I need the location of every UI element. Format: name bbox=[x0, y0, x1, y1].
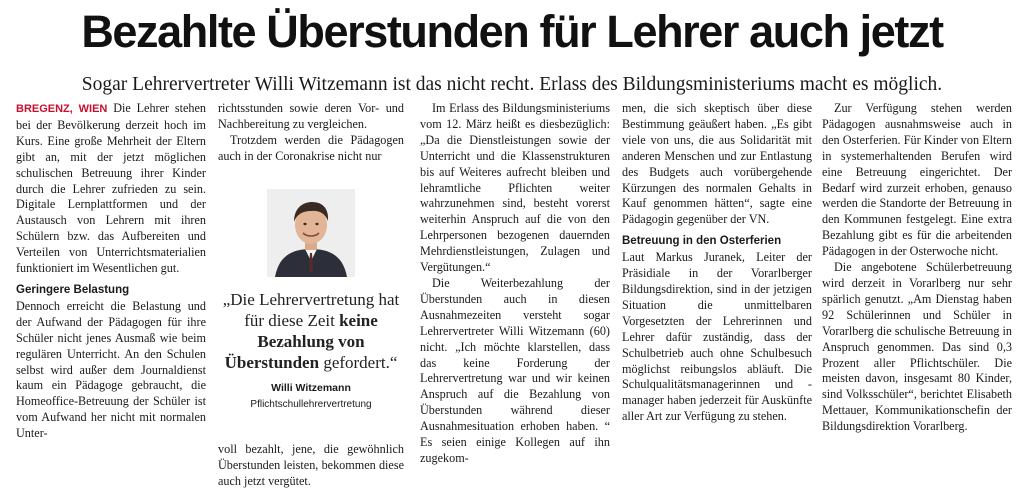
paragraph: Die Weiterbezahlung der Überstunden auch in diesen Ausnahmezeiten versteht sogar Lehrervertreter Willi Witzemann (60) nicht. „Ich möchte klarstellen, dass das keine Forderung der Lehrervertretung war und wir keinen Anspruch auf die Bezahlung von Überstunden während dieser Ausnahmesituation erhoben haben. “ Es seien einige Kollegen auf ihn zugekom- bbox=[420, 275, 610, 465]
portrait-illustration bbox=[267, 189, 355, 277]
quote-author: Willi Witzemann bbox=[271, 381, 351, 394]
article-column-1 bbox=[16, 101, 206, 444]
paragraph bbox=[16, 101, 206, 277]
portrait-photo bbox=[267, 189, 355, 277]
paragraph: richtsstunden sowie deren Vor- und Nachbereitung zu vergleichen. bbox=[218, 101, 404, 131]
quote-author-role: Pflichtschullehrervertretung bbox=[250, 398, 372, 410]
paragraph: men, die sich skeptisch über diese Bestimmung geäußert haben. „Es gibt viele von uns, die aus Solidarität mit anderen Menschen und zur Entlastung des Budgets auch vorübergehende Kürzungen des normalen Gehalts in Kauf genommen hätten“, sagte eine Pädagogin gegenüber der VN. bbox=[622, 101, 812, 227]
paragraph-text: Die Lehrer stehen bei der Bevölkerung derzeit hoch im Kurs. Eine große Mehrheit der Eltern gibt an, mit der jetzt möglichen schulischen Betreuung ihrer Kinder durch die Lehrer zufrieden zu sein. Digitale Lernplattformen und der Austausch von Lehrern mit ihren Schülern bzw. das Aufbereiten und Verteilen von Unterrichtsmaterialien funktioniert im Wesentlichen gut. bbox=[16, 101, 206, 276]
section-subtitle: Geringere Belastung bbox=[16, 283, 130, 296]
paragraph: Laut Markus Juranek, Leiter der Präsidiale in der Vorarlberger Bildungsdirektion, sind in der jetzigen Situation die unmittelbaren Vorgesetzten der Lehrerinnen und Lehrer dafür zuständig, dass der Schulbetrieb auch ohne Schulbesuch möglichst reibungslos abläuft. Die Schulqualitätsmanagerinnen und -manager haben jederzeit für Auskünfte aller Art zur Verfügung zu stehen. bbox=[622, 250, 812, 424]
dateline: BREGENZ, WIEN bbox=[16, 103, 108, 115]
paragraph: Zur Verfügung stehen werden Pädagogen ausnahmsweise auch in den Osterferien. Für Kinder von Eltern in systemerhaltenden Berufen wird eine Betreuung eingerichtet. Der Bedarf wird zurzeit erhoben, genauso werden die Standorte der Betreuung in den Kommunen festgelegt. Eine extra Bezahlung gibt es für die arbeitenden Pädagogen in der Osterwoche nicht. bbox=[822, 101, 1012, 259]
quote-text: gefordert.“ bbox=[319, 352, 398, 372]
quote-text: „Die Lehrervertretung hat für diese Zeit bbox=[222, 289, 400, 330]
pull-quote bbox=[218, 289, 404, 373]
article-column-5 bbox=[822, 101, 1012, 444]
paragraph: Trotzdem werden die Pädagogen auch in der Coronakrise nicht nur bbox=[218, 132, 404, 163]
paragraph: voll bezahlt, jene, die gewöhnlich Überstunden leisten, bekommen diese auch jetzt vergütet. bbox=[218, 442, 404, 489]
paragraph: Die angebotene Schülerbetreuung wird derzeit in Vorarlberg nur sehr spärlich genutzt. „Am Dienstag haben 92 Schülerinnen und Schüler in Vorarlberg die schulische Betreuung in Anspruch genommen. Das sind 0,3 Prozent aller Pflichtschüler. Die meisten davon, insgesamt 80 Kinder, sind Volksschüler“, berichtet Elisabeth Mettauer, Kommunikationschefin der Bildungsdirektion Vorarlberg. bbox=[822, 260, 1012, 434]
subheadline: Sogar Lehrervertreter Willi Witzemann ist das nicht recht. Erlass des Bildungsministeriums macht es möglich. bbox=[81, 74, 943, 95]
paragraph: Im Erlass des Bildungsministeriums vom 12. März heißt es diesbezüglich: „Da die Dienstleistungen sowie der Unterricht und die Klassenstrukturen bis auf Weiteres aufrecht bleiben und lehramtliche Pflichten weiter wahrzunehmen sind, besteht vorerst weiterhin Anspruch auf die von den Lehrpersonen bezogenen dauernden Mehrdienstleistungen, Zulagen und Vergütungen.“ bbox=[420, 101, 610, 275]
quote-emphasis: keine Bezahlung von Überstunden bbox=[224, 310, 378, 372]
article-column-2 bbox=[218, 101, 404, 489]
section-subtitle: Betreuung in den Osterferien bbox=[622, 235, 782, 248]
paragraph: Dennoch erreicht die Belastung und der Aufwand der Pädagogen für ihre Schüler nicht jenes Ausmaß wie beim regulären Unterricht. An den Schulen selbst wird außer dem Journaldienst kaum ein Pädagoge gebraucht, die Homeoffice-Betreuung der Schüler ist vom Aufwand her nicht mit normalen Unter- bbox=[16, 298, 206, 441]
headline: Bezahlte Überstunden für Lehrer auch jetzt bbox=[81, 6, 943, 57]
article-column-3 bbox=[420, 101, 610, 465]
article-column-4 bbox=[622, 101, 812, 444]
